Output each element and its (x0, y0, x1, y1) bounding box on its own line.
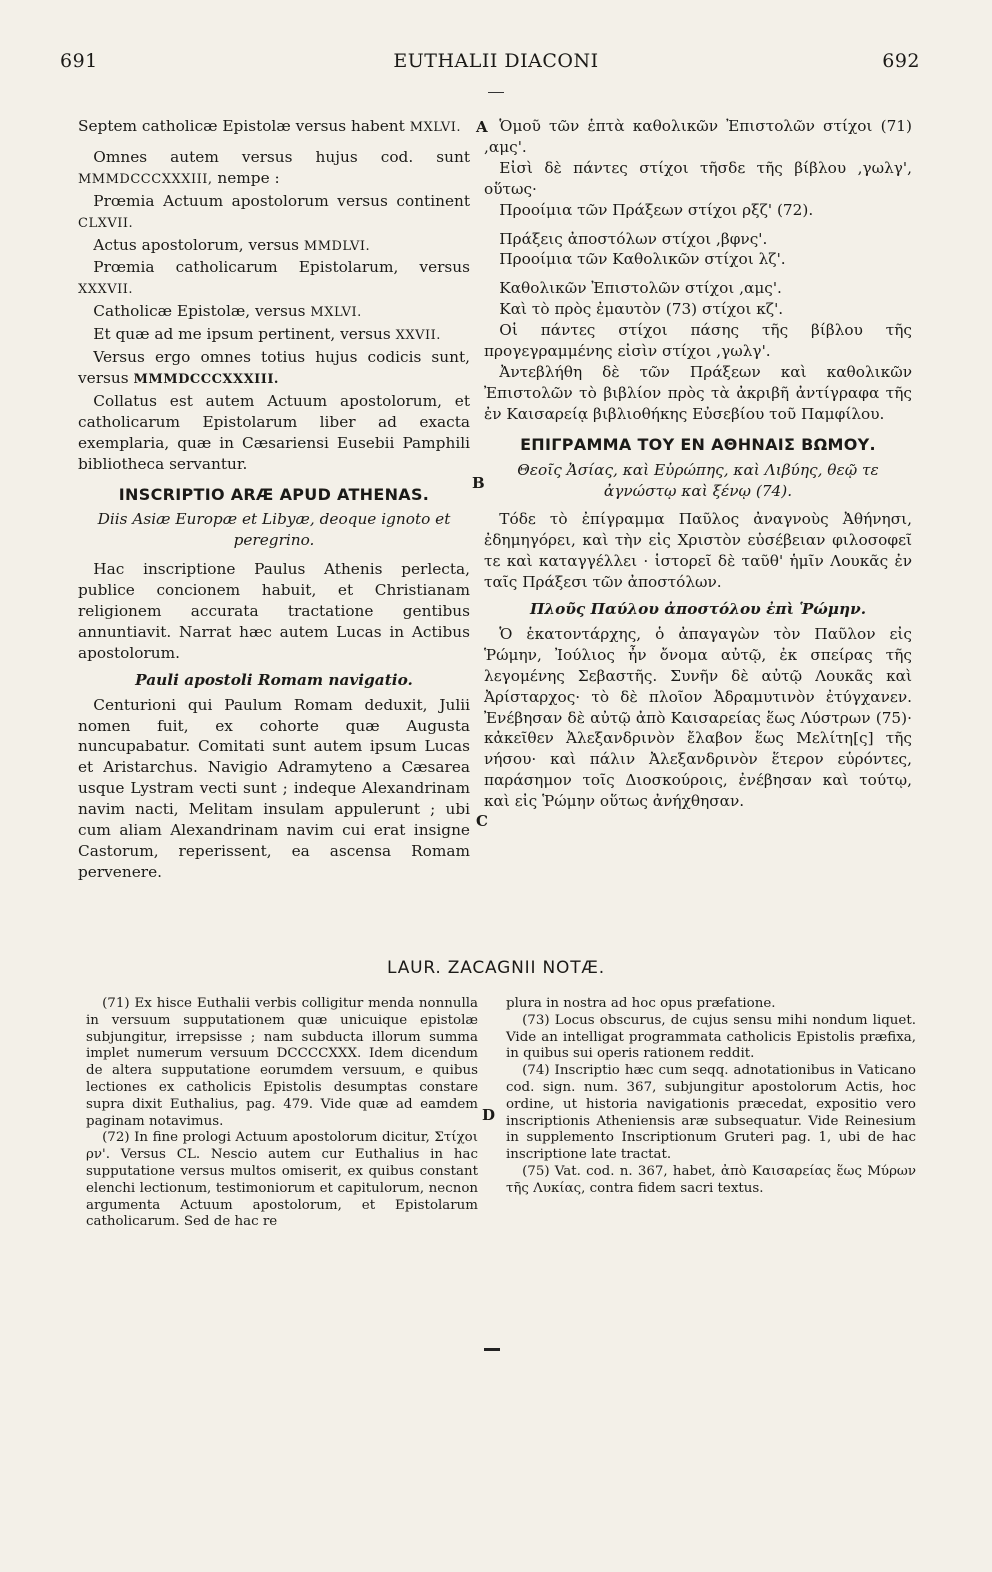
latin-p1: Septem catholicæ Epistolæ versus habent MXLVI. (78, 117, 461, 135)
note-75: (75) Vat. cod. n. 367, habet, ἀπὸ Καισαρείας ἕως Μύρων τῆς Λυκίας, contra fidem sacri textus. (506, 1163, 916, 1196)
greek-heading-voyage: Πλοῦς Παύλου ἀποστόλου ἐπὶ Ῥώμην. (529, 600, 867, 619)
greek-p10: Τόδε τὸ ἐπίγραμμα Παῦλος ἀναγνοὺς Ἀθήνησι, ἐδημηγόρει, καὶ τὴν εἰς Χριστὸν εὐσέβειαν φιλοσοφεῖ τε καὶ καταγγέλλει · ἱστορεῖ δὲ ταῦθ' ἡμῖν Λουκᾶς ἐν ταῖς Πράξεσι τῶν ἀποστόλων. (484, 510, 912, 592)
latin-p2: Omnes autem versus hujus cod. sunt MMMDCCCXXXIII, nempe : (78, 147, 470, 187)
latin-p6: Catholicæ Epistolæ, versus MXLVI. (93, 302, 362, 321)
greek-heading-epigram: ΕΠΙΓΡΑΜΜΑ ΤΟΥ ΕΝ ΑΘΗΝΑΙΣ ΒΩΜΟΥ. (520, 434, 876, 454)
latin-p3: Prœmia Actuum apostolorum versus continent CLXVII. (78, 191, 470, 231)
margin-letter-a: A (476, 118, 488, 136)
page-number-right: 692 (882, 50, 920, 72)
latin-p9: Collatus est autem Actuum apostolorum, et catholicarum Epistolarum liber ad exacta exemplaria, quæ in Cæsariensi Eusebii Pamphili bibliotheca servantur. (78, 391, 470, 473)
greek-p11: Ὁ ἑκατοντάρχης, ὁ ἀπαγαγὼν τὸν Παῦλον εἰς Ῥώμην, Ἰούλιος ἦν ὄνομα αὐτῷ, ἐκ σπείρας τῆς λεγομένης Σεβαστῆς. Συνῆν δὲ αὐτῷ Λουκᾶς καὶ Ἀρίσταρχος· τὸ δὲ πλοῖον Ἀδραμυτινὸν ἐτύγχανεν. Ἐνέβησαν δὲ αὐτῷ ἀπὸ Καισαρείας ἕως Λύστρων (75)· κἀκεῖθεν Ἀλεξανδρινὸν ἔλαβον ἕως Μελίτη[ς] τῆς νήσου· καὶ πάλιν Ἀλεξανδρινὸν ἕτερον εὑρόντες, παράσημον τοῖς Διοσκούροις, ἐνέβησαν καὶ τούτῳ, καὶ εἰς Ῥώμην οὕτως ἀνήχθησαν. (484, 624, 912, 811)
header-rule (488, 92, 504, 93)
latin-column (78, 116, 470, 883)
latin-p7: Et quæ ad me ipsum pertinent, versus XXVII. (93, 325, 441, 344)
greek-p3: Προοίμια τῶν Πράξεων στίχοι ρξζ' (72). (499, 200, 814, 219)
notes-right-column (506, 996, 916, 1198)
greek-p4: Πράξεις ἀποστόλων στίχοι ,βφνς'. (499, 229, 768, 248)
end-dash (484, 1348, 500, 1351)
greek-p2: Εἰσὶ δὲ πάντες στίχοι τῆσδε τῆς βίβλου ,γωλγ', οὕτως· (484, 158, 912, 198)
greek-p5: Προοίμια τῶν Καθολικῶν στίχοι λζ'. (499, 250, 786, 269)
running-title: EUTHALII DIACONI (393, 50, 599, 72)
note-73: (73) Locus obscurus, de cujus sensu mihi nondum liquet. Vide an intelligat programmata catholicis Epistolis præfixa, in quibus sui operis rationem reddit. (506, 1012, 916, 1062)
note-72-continued: plura in nostra ad hoc opus præfatione. (506, 996, 776, 1011)
greek-p6: Καθολικῶν Ἐπιστολῶν στίχοι ,αμς'. (499, 279, 782, 298)
notes-left-column (86, 996, 478, 1231)
page-number-left: 691 (60, 50, 98, 72)
greek-p8: Οἱ πάντες στίχοι πάσης τῆς βίβλου τῆς προγεγραμμένης εἰσὶν στίχοι ,γωλγ'. (484, 321, 912, 361)
greek-p9: Ἀντεβλήθη δὲ τῶν Πράξεων καὶ καθολικῶν Ἐπιστολῶν τὸ βιβλίον πρὸς τὰ ἀκριβῆ ἀντίγραφα τῆς ἐν Καισαρείᾳ βιβλιοθήκης Εὐσεβίου τοῦ Παμφίλου. (484, 362, 912, 423)
latin-inscription-text: Diis Asiæ Europæ et Libyæ, deoque ignoto et peregrino. (97, 510, 451, 550)
greek-p7: Καὶ τὸ πρὸς ἐμαυτὸν (73) στίχοι κζ'. (499, 300, 784, 319)
greek-p1: Ὁμοῦ τῶν ἑπτὰ καθολικῶν Ἐπιστολῶν στίχοι (71) ,αμς'. (484, 117, 912, 156)
note-71: (71) Ex hisce Euthalii verbis colligitur menda nonnulla in versuum supputationem quæ unicuique epistolæ subjungitur, irrepsisse ; nam subducta illorum summa implet numerum versuum DCCCCXXX. Idem dicendum de altera supputatione eorumdem versuum, e quibus lectiones ex catholicis Epistolis desumptas constare supra dixit Euthalius, pag. 479. Vide quæ ad eamdem paginam notavimus. (86, 996, 478, 1129)
greek-epigram-text: Θεοῖς Ἀσίας, καὶ Εὐρώπης, καὶ Λιβύης, θεῷ τε ἀγνώστῳ καὶ ξένῳ (74). (517, 460, 879, 500)
latin-heading-inscription: INSCRIPTIO ARÆ APUD ATHENAS. (118, 484, 430, 504)
note-74: (74) Inscriptio hæc cum seqq. adnotationibus in Vaticano cod. sign. num. 367, subjungitur apostolorum Actis, hoc ordine, ut historia navigationis præcedat, expositio vero inscriptionis Atheniensis aræ subsequatur. Vide Reinesium in supplemento Inscriptionum Gruteri pag. 1, ubi de hac inscriptione late tractat. (506, 1063, 916, 1163)
latin-p10: Hac inscriptione Paulus Athenis perlecta, publice concionem habuit, et Christianam religionem accurata tractatione gentibus annuntiavit. Narrat hæc autem Lucas in Actibus apostolorum. (78, 560, 470, 662)
note-72: (72) In fine prologi Actuum apostolorum dicitur, Στίχοι ρν'. Versus CL. Nescio autem cur Euthalius in hac supputatione versus multos omiserit, ex quibus constant elenchi lectionum, testimoniorum et capitulorum, necnon argumenta Actuum apostolorum, et Epistolarum catholicarum. Sed de hac re (86, 1130, 478, 1230)
margin-letter-b: B (472, 474, 485, 492)
greek-column (484, 116, 912, 812)
latin-p11: Centurioni qui Paulum Romam deduxit, Julii nomen fuit, ex cohorte quæ Augusta nuncupabatur. Comitati sunt autem ipsum Lucas et Aristarchus. Navigio Adramyteno a Cæsarea usque Lystram vecti sunt ; indeque Alexandrinam navim nacti, Melitam insulam appulerunt ; ubi cum aliam Alexandrinam navim cui erat insigne Castorum, reperissent, ea ascensa Romam pervenere. (78, 695, 470, 881)
latin-p8: Versus ergo omnes totius hujus codicis sunt, versus MMMDCCCXXXIII. (78, 348, 470, 387)
latin-heading-navigation: Pauli apostoli Romam navigatio. (135, 670, 413, 689)
latin-p5: Prœmia catholicarum Epistolarum, versus XXXVII. (78, 258, 470, 298)
latin-p4: Actus apostolorum, versus MMDLVI. (93, 235, 371, 254)
margin-letter-c: C (476, 812, 488, 830)
notes-title: LAUR. ZACAGNII NOTÆ. (387, 958, 605, 978)
margin-letter-d: D (482, 1106, 496, 1124)
